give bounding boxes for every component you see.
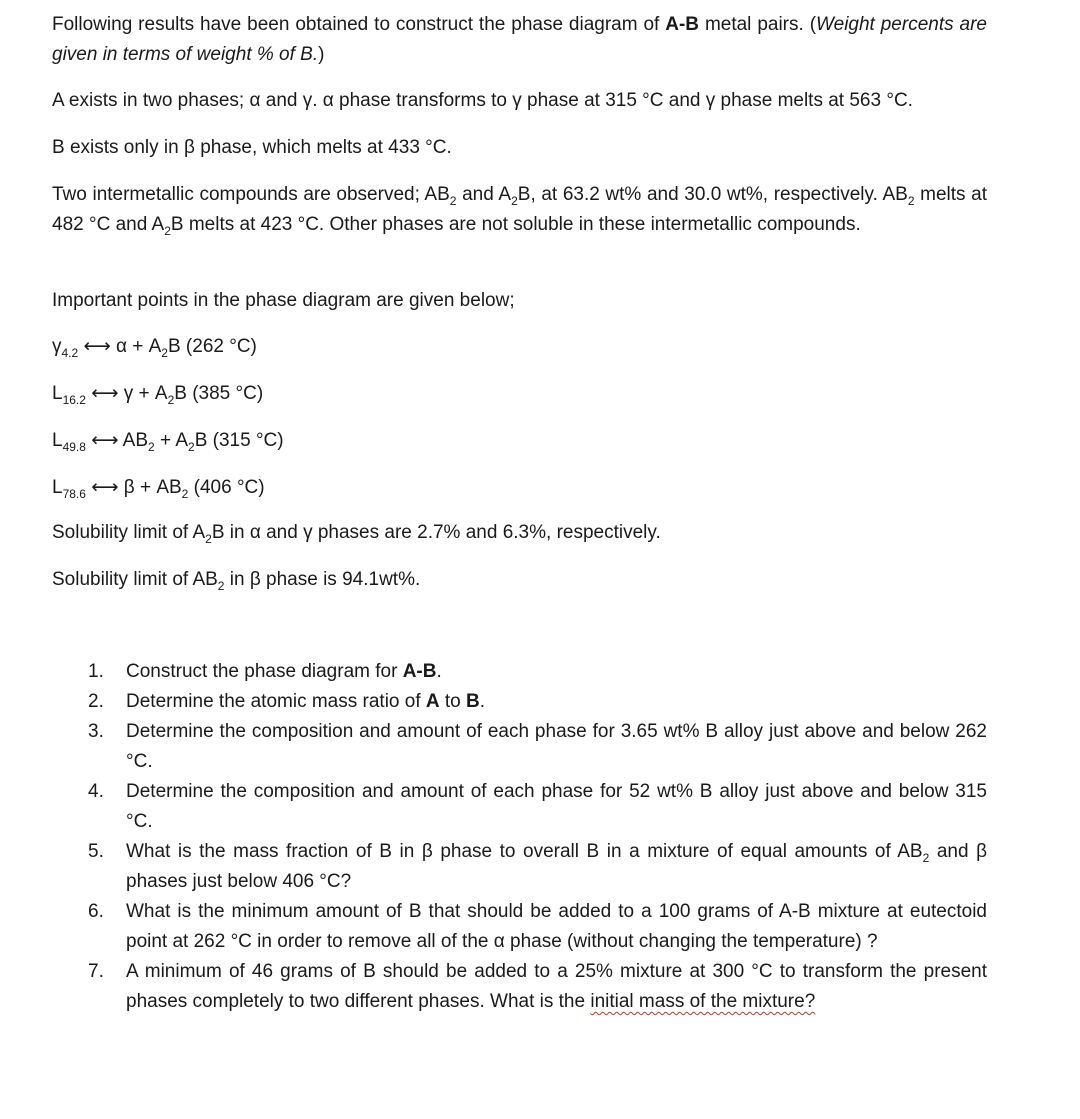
question-number: 2. (88, 691, 104, 712)
question-number: 1. (88, 661, 104, 682)
question-text: Determine the composition and amount of each phase for 3.65 wt% B alloy just above and below 262 °C. (126, 721, 987, 772)
question-text-mid: to (439, 691, 467, 712)
intro-paragraph (52, 10, 987, 70)
intro-text: Following results have been obtained to construct the phase diagram of (52, 14, 666, 35)
subscript: 2 (922, 850, 930, 865)
question-number: 6. (88, 901, 104, 922)
question-bold: B (466, 691, 480, 712)
question-text: A minimum of 46 grams of B should be added to a 25% mixture at 300 °C to transform the present phases completely to two different phases. What is the (126, 961, 987, 1012)
solubility-text-1: Solubility limit of A (52, 522, 206, 543)
compounds-text-3: B, at 63.2 wt% and 30.0 wt%, respectively. AB (517, 184, 908, 205)
question-4 (52, 777, 987, 837)
question-text: What is the mass fraction of B in β phase to overall B in a mixture of equal amounts of AB (126, 841, 923, 862)
system-name: A-B (665, 14, 700, 35)
subscript: 2 (217, 578, 225, 593)
subscript: 2 (188, 439, 195, 454)
question-3 (52, 717, 987, 777)
reaction-composition: 4.2 (61, 345, 79, 360)
subscript: 2 (164, 223, 171, 238)
solubility-line-2 (52, 565, 987, 595)
subscript: 2 (181, 486, 189, 501)
weight-note: Weight percents are given in terms of weight % of B. (52, 14, 987, 65)
reaction-2 (52, 379, 987, 409)
subscript: 2 (167, 392, 175, 407)
solubility-line-1 (52, 518, 987, 548)
reaction-symbol: L (52, 430, 63, 451)
reaction-3 (52, 426, 987, 456)
points-header: Important points in the phase diagram are given below; (52, 290, 515, 311)
question-list (52, 657, 987, 1017)
reaction-temperature: (406 °C) (188, 477, 265, 498)
compounds-text-1: Two intermetallic compounds are observed; AB (52, 184, 450, 205)
compounds-text-5: B melts at 423 °C. Other phases are not soluble in these intermetallic compounds. (170, 214, 861, 235)
reaction-products: ⟷ AB (85, 430, 149, 451)
question-text: Construct the phase diagram for (126, 661, 403, 682)
subscript: 2 (205, 531, 212, 546)
compounds-text-2: and A (456, 184, 512, 205)
question-7 (52, 957, 987, 1017)
subscript: 2 (148, 439, 155, 454)
reaction-temperature: B (262 °C) (167, 336, 257, 357)
subscript: 2 (907, 193, 915, 208)
question-1 (52, 657, 987, 687)
compounds-paragraph (52, 180, 987, 240)
question-text-end: initial mass of the mixture? (590, 991, 816, 1012)
intro-text-2: metal pairs. ( (699, 14, 817, 35)
reaction-temperature: B (315 °C) (194, 430, 284, 451)
question-2 (52, 687, 987, 717)
reaction-composition: 16.2 (62, 392, 86, 407)
reaction-products: ⟷ β + AB (85, 477, 182, 498)
reaction-4 (52, 473, 987, 503)
solubility-text-1: Solubility limit of AB (52, 569, 218, 590)
question-text: What is the minimum amount of B that should be added to a 100 grams of A-B mixture at eutectoid point at 262 °C in order to remove all of the α phase (without changing the temperature) ? (126, 901, 987, 952)
question-number: 5. (88, 841, 104, 862)
a-phases-line: A exists in two phases; α and γ. α phase transforms to γ phase at 315 °C and γ phase melts at 563 °C. (52, 90, 913, 111)
reaction-symbol: L (52, 477, 63, 498)
subscript: 2 (161, 345, 168, 360)
question-text: Determine the composition and amount of each phase for 52 wt% B alloy just above and below 315 °C. (126, 781, 987, 832)
reaction-composition: 78.6 (62, 486, 86, 501)
solubility-text-2: in β phase is 94.1wt%. (224, 569, 421, 590)
question-text-end: and β phases just below 406 °C? (126, 841, 988, 892)
question-text-end: . (436, 661, 442, 682)
question-text-end: . (479, 691, 486, 712)
question-bold: A (425, 691, 440, 712)
reaction-symbol: L (52, 383, 63, 404)
subscript: 2 (449, 193, 457, 208)
reaction-temperature: B (385 °C) (174, 383, 264, 404)
intro-text-3: ) (318, 44, 325, 65)
reaction-composition: 49.8 (62, 439, 86, 454)
compounds-text-4: melts at 482 °C and A (52, 184, 987, 235)
reaction-products-2: + A (154, 430, 188, 451)
reaction-symbol: γ (52, 336, 62, 357)
reaction-products: ⟷ γ + A (85, 383, 168, 404)
question-number: 4. (88, 781, 104, 802)
question-5 (52, 837, 987, 897)
subscript: 2 (511, 193, 518, 208)
question-text: Determine the atomic mass ratio of (126, 691, 426, 712)
b-phase-line: B exists only in β phase, which melts at 433 °C. (52, 137, 452, 158)
question-number: 3. (88, 721, 104, 742)
question-6 (52, 897, 987, 957)
solubility-text-2: B in α and γ phases are 2.7% and 6.3%, respectively. (211, 522, 661, 543)
reaction-1 (52, 332, 987, 362)
question-number: 7. (88, 961, 104, 982)
reaction-products: ⟷ α + A (78, 336, 162, 357)
question-bold: A-B (402, 661, 437, 682)
